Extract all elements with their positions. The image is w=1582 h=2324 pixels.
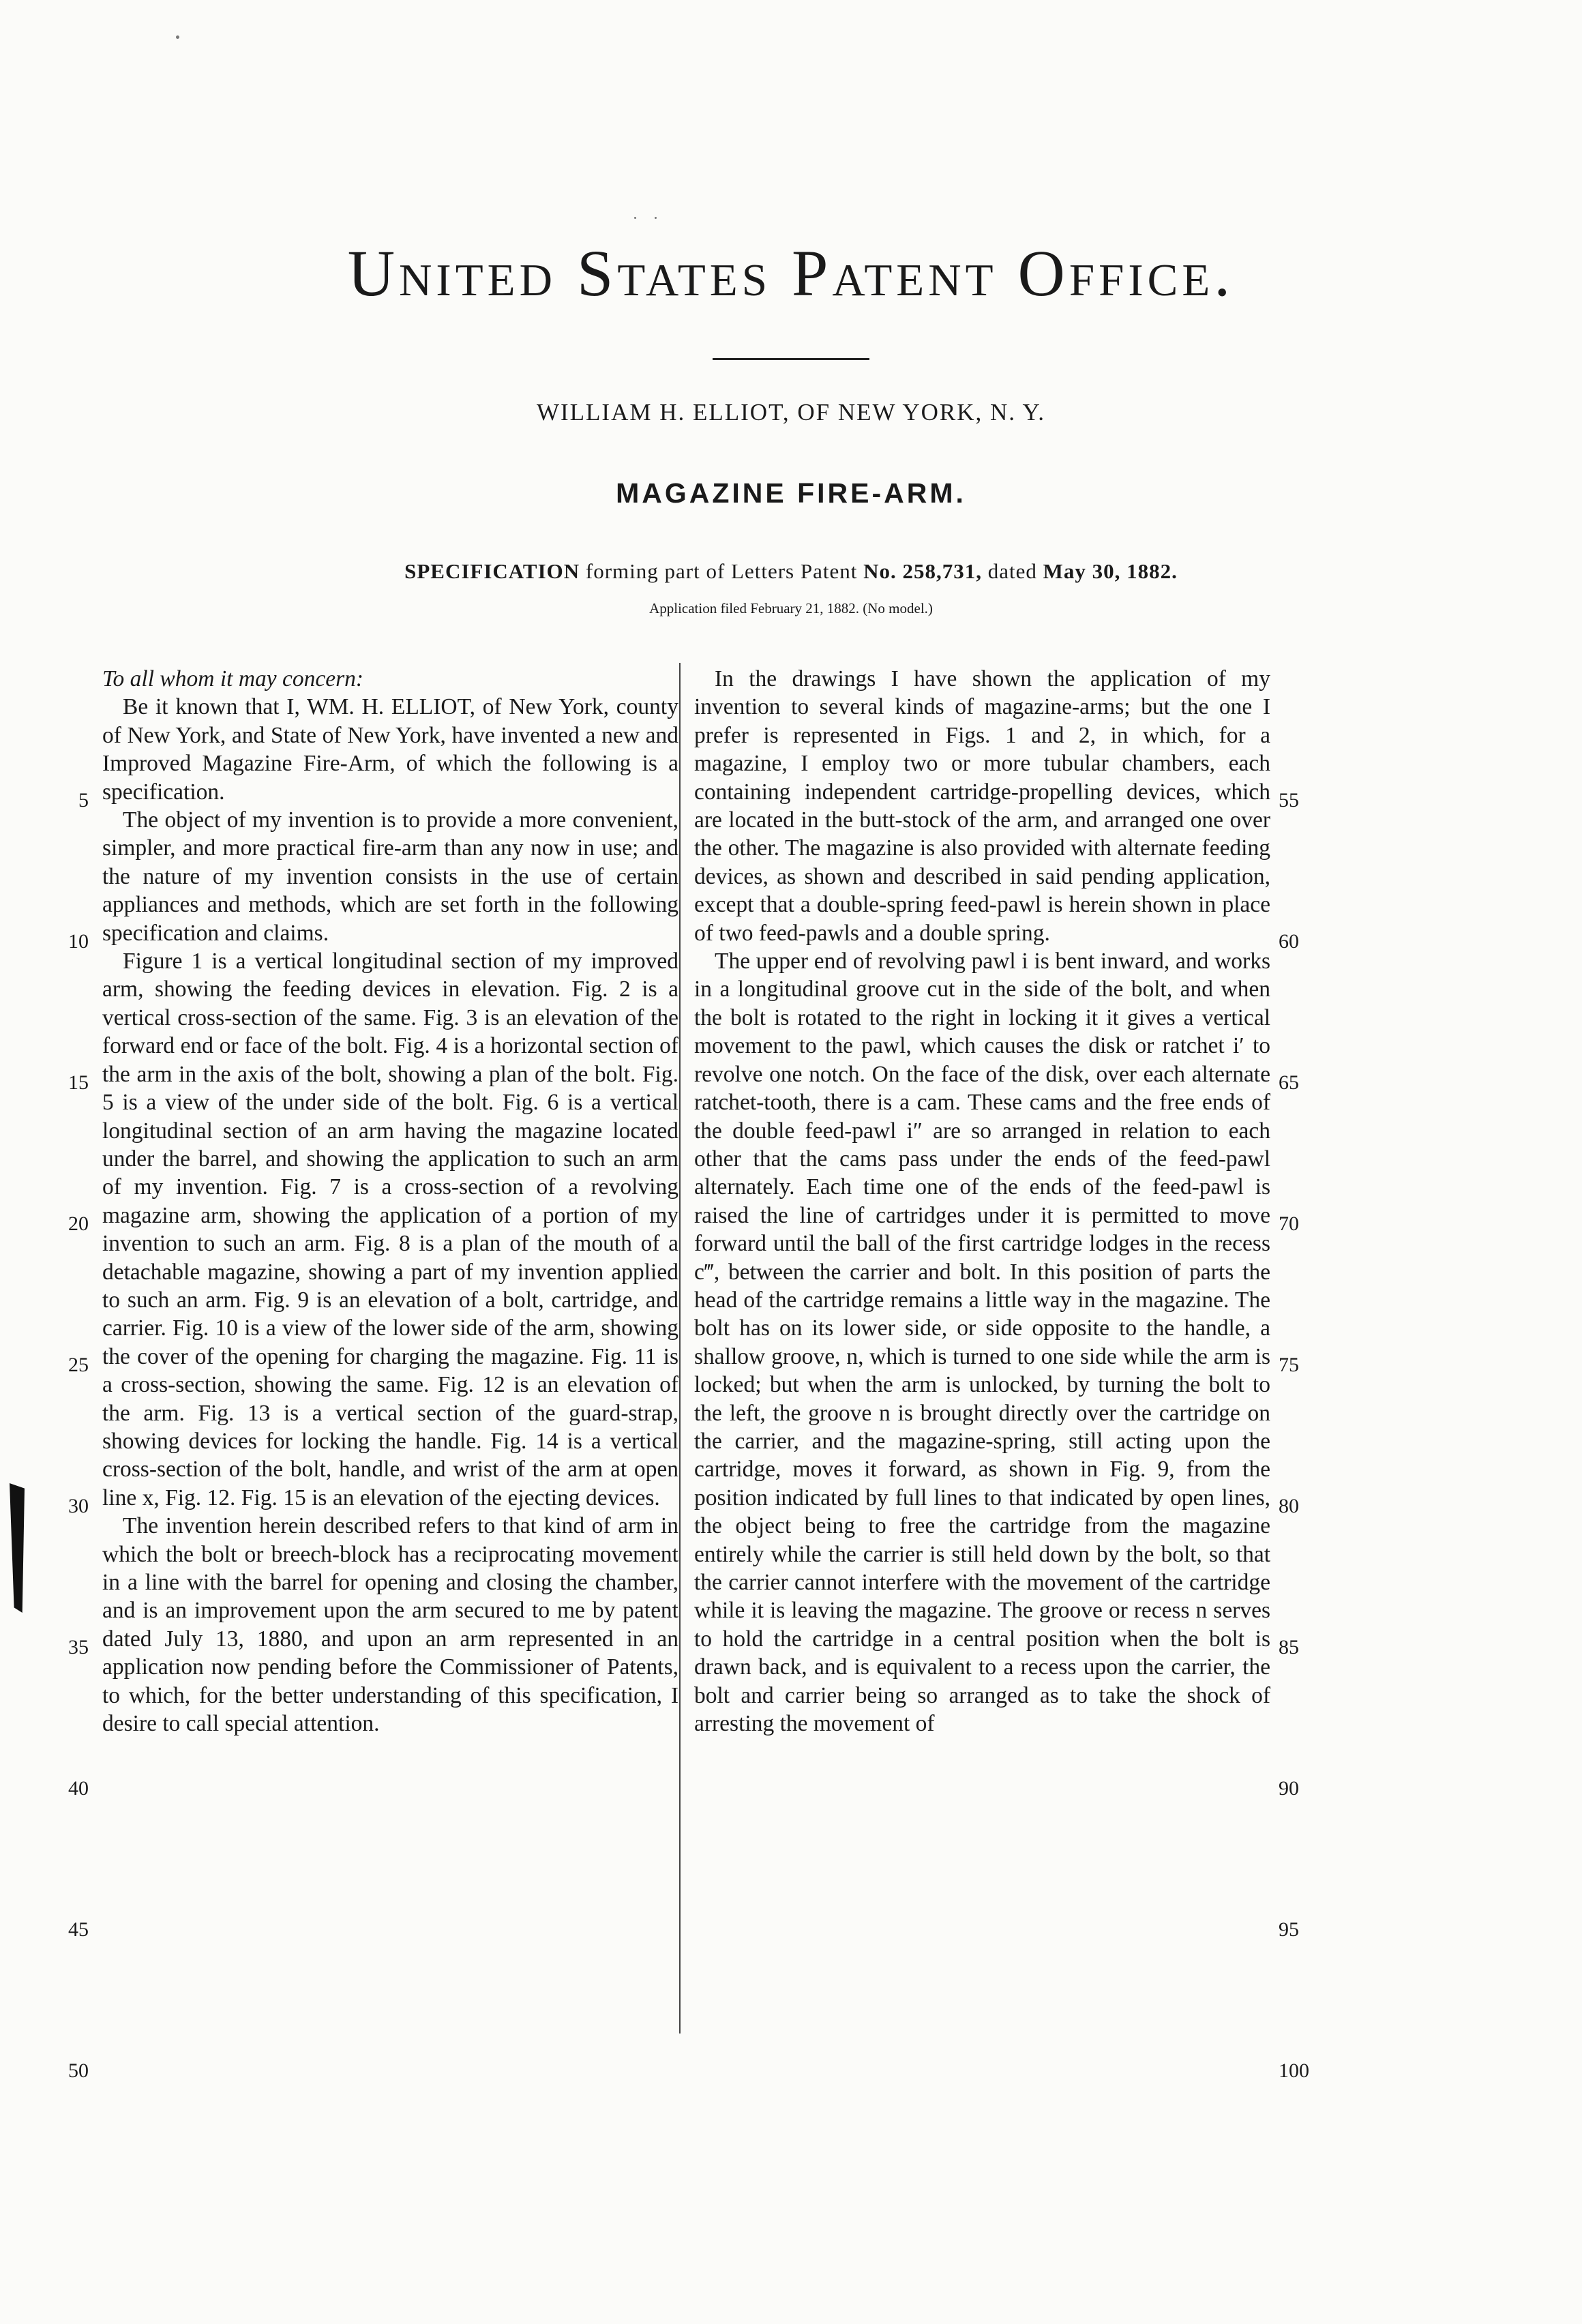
inventor-line: WILLIAM H. ELLIOT, OF NEW YORK, N. Y. bbox=[536, 399, 1046, 426]
line-number: 55 bbox=[1279, 789, 1299, 811]
dust-speck bbox=[634, 217, 636, 219]
paragraph: Figure 1 is a vertical longitudinal section of my improved arm, showing the feeding devices in elevation. Fig. 2 is a vertical cross-section of the same. Fig. 3 is an elevation of the forward end or face of the bolt. Fig. 4 is a horizontal section of the arm in the axis of the bolt, showing a plan of the bolt. Fig. 5 is a view of the under side of the bolt. Fig. 6 is a vertical longitudinal section of an arm having the magazine located under the barrel, and showing the application to such an arm of my invention. Fig. 7 is a cross-section of a revolving magazine arm, showing the application of a portion of my invention to such an arm. Fig. 8 is a plan of the mouth of a detachable magazine, showing a part of my invention applied to such an arm. Fig. 9 is an elevation of a bolt, cartridge, and carrier. Fig. 10 is a view of the lower side of the arm, showing the cover of the opening for charging the magazine. Fig. 11 is a cross-section, showing the same. Fig. 12 is an elevation of the arm. Fig. 13 is a vertical section of the guard-strap, showing devices for locking the handle. Fig. 14 is a vertical cross-section of the bolt, handle, and wrist of the arm at open line x, Fig. 12. Fig. 15 is an elevation of the ejecting devices. bbox=[102, 949, 678, 1510]
application-line: Application filed February 21, 1882. (No model.) bbox=[649, 600, 933, 616]
left-column bbox=[102, 665, 678, 1738]
invention-title: MAGAZINE FIRE-ARM. bbox=[616, 477, 966, 509]
spec-dated: dated bbox=[981, 559, 1043, 583]
paragraph: The invention herein described refers to that kind of arm in which the bolt or breech-block has a reciprocating movement in a line with the barrel for opening and closing the chamber, and is an improvement upon the arm secured to me by patent dated July 13, 1880, and upon an arm represented in an application now pending before the Commissioner of Patents, to which, for the better understanding of this specification, I desire to call special attention. bbox=[102, 1513, 678, 1737]
line-number: 60 bbox=[1279, 930, 1299, 953]
patent-date: May 30, 1882. bbox=[1043, 559, 1178, 583]
office-title: United States Patent Office. bbox=[347, 237, 1235, 310]
line-number: 30 bbox=[68, 1495, 89, 1517]
line-number: 10 bbox=[68, 930, 89, 953]
spec-mid: forming part of Letters Patent bbox=[580, 559, 864, 583]
patent-number: No. 258,731, bbox=[863, 559, 982, 583]
dust-speck bbox=[176, 35, 179, 39]
line-number: 5 bbox=[78, 789, 89, 811]
line-number: 35 bbox=[68, 1636, 89, 1658]
spec-prefix: SPECIFICATION bbox=[404, 559, 580, 583]
line-number: 70 bbox=[1279, 1212, 1299, 1235]
ink-smudge bbox=[10, 1483, 25, 1613]
right-column bbox=[694, 665, 1270, 1738]
line-number: 85 bbox=[1279, 1636, 1299, 1658]
line-number: 90 bbox=[1279, 1777, 1299, 1800]
line-number: 20 bbox=[68, 1212, 89, 1235]
salutation: To all whom it may concern: bbox=[102, 666, 364, 691]
line-number: 80 bbox=[1279, 1495, 1299, 1517]
paragraph: Be it known that I, WM. H. ELLIOT, of New York, county of New York, and State of New York, have invented a new and Improved Magazine Fire-Arm, of which the following is a specification. bbox=[102, 694, 678, 805]
paragraph: The upper end of revolving pawl i is bent inward, and works in a longitudinal groove cut in the side of the bolt, and when the bolt is rotated to the right in locking it it gives a vertical movement to the pawl, which causes the disk or ratchet i′ to revolve one notch. On the face of the disk, over each alternate ratchet-tooth, there is a cam. These cams and the free ends of the double feed-pawl i″ are so arranged in relation to each other that the cams pass under the ends of the feed-pawl alternately. Each time one of the ends of the feed-pawl is raised the line of cartridges under it is permitted to move forward until the ball of the first cartridge lodges in the recess c‴, between the carrier and bolt. In this position of parts the head of the cartridge remains a little way in the magazine. The bolt has on its lower side, or side opposite to the handle, a shallow groove, n, which is turned to one side while the arm is locked; but when the arm is unlocked, by turning the bolt to the left, the groove n is brought directly over the cartridge on the carrier, and the magazine-spring, still acting upon the cartridge, moves it forward, as shown in Fig. 9, from the position indicated by full lines to that indicated by open lines, the object being to free the cartridge from the magazine entirely while the carrier is still held down by the bolt, so that the carrier cannot interfere with the movement of the cartridge while it is leaving the magazine. The groove or recess n serves to hold the cartridge in a central position when the bolt is drawn back, and is equivalent to a recess upon the carrier, the bolt and carrier being so arranged as to take the shock of arresting the movement of bbox=[694, 949, 1270, 1737]
line-number: 95 bbox=[1279, 1918, 1299, 1941]
line-number: 65 bbox=[1279, 1071, 1299, 1094]
column-divider bbox=[679, 663, 681, 2034]
line-number: 45 bbox=[68, 1918, 89, 1941]
line-number: 40 bbox=[68, 1777, 89, 1800]
line-number: 75 bbox=[1279, 1354, 1299, 1376]
dust-speck bbox=[655, 217, 657, 219]
paragraph: The object of my invention is to provide a more convenient, simpler, and more practical fire-arm than any now in use; and the nature of my invention consists in the use of certain appliances and methods, which are set forth in the following specification and claims. bbox=[102, 807, 678, 946]
line-number: 100 bbox=[1279, 2059, 1309, 2082]
line-number: 50 bbox=[68, 2059, 89, 2082]
paragraph: In the drawings I have shown the application of my invention to several kinds of magazine-arms; but the one I prefer is represented in Figs. 1 and 2, in which, for a magazine, I employ two or more tubular chambers, each containing independent cartridge-propelling devices, which are located in the butt-stock of the arm, and arranged one over the other. The magazine is also provided with alternate feeding devices, as shown and described in said pending application, except that a double-spring feed-pawl is herein shown in place of two feed-pawls and a double spring. bbox=[694, 666, 1270, 946]
specification-line bbox=[0, 559, 1582, 584]
line-number: 25 bbox=[68, 1354, 89, 1376]
title-rule bbox=[713, 358, 869, 360]
line-number: 15 bbox=[68, 1071, 89, 1094]
